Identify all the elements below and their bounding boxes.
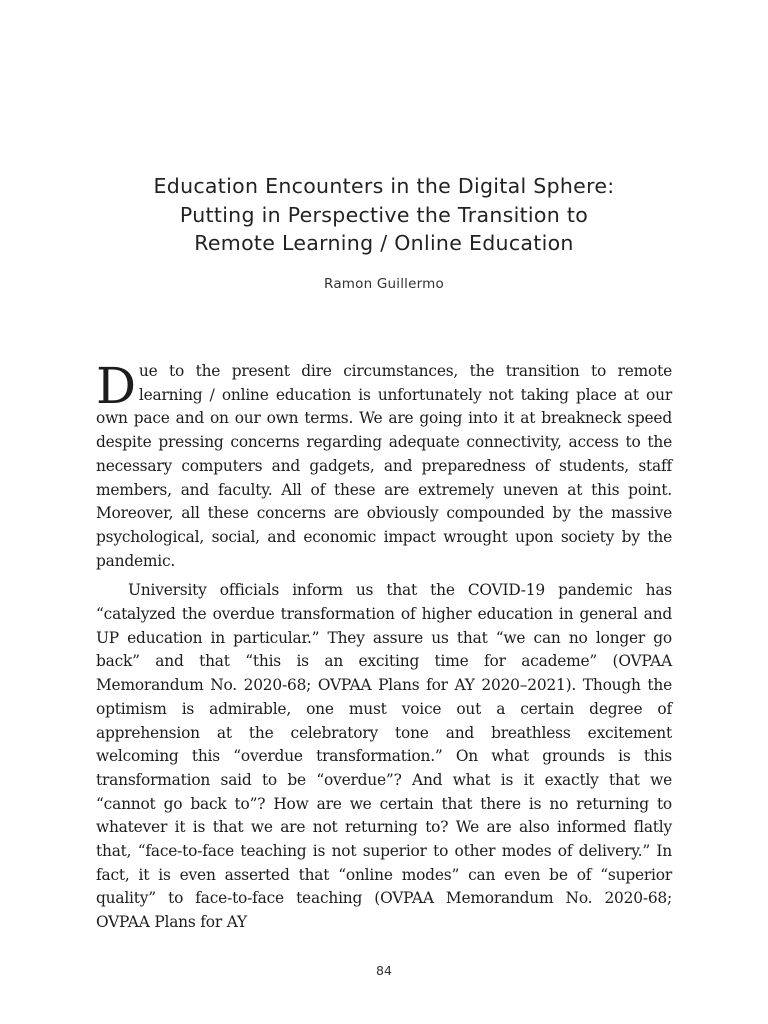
article-title [96, 172, 672, 258]
drop-cap: D [96, 357, 136, 415]
paragraph-1 [96, 357, 672, 573]
title-line-3: Remote Learning / Online Education [194, 231, 574, 255]
title-line-1: Education Encounters in the Digital Sphere: [153, 174, 615, 198]
page-number: 84 [376, 963, 392, 978]
paragraph-1-text: ue to the present dire circumstances, the transition to remote learning / online education is unfortunately not taking place at our own pace and on our own terms. We are going into it at breakneck speed despite pressing concerns regarding adequate connectivity, access to the necessary computers and gadgets, and preparedness of students, staff members, and faculty. All of these are extremely uneven at this point. Moreover, all these concerns are obviously compounded by the massive psychological, social, and economic impact wrought upon society by the pandemic. [96, 362, 672, 570]
paragraph-2: University officials inform us that the COVID-19 pandemic has “catalyzed the overdue transformation of higher education in general and UP education in particular.” They assure us that “we can no longer go back” and that “this is an exciting time for academe” (OVPAA Memorandum No. 2020-68; OVPAA Plans for AY 2020–2021). Though the optimism is admirable, one must voice out a certain degree of apprehension at the celebratory tone and breathless excitement welcoming this “overdue transformation.” On what grounds is this transformation said to be “overdue”? And what is it exactly that we “cannot go back to”? How are we certain that there is no returning to whatever it is that we are not returning to? We are also informed flatly that, “face-to-face teaching is not superior to other modes of delivery.” In fact, it is even asserted that “online modes” can even be of “superior quality” to face-to-face teaching (OVPAA Memorandum No. 2020-68; OVPAA Plans for AY [96, 581, 672, 932]
article-author: Ramon Guillermo [324, 276, 444, 292]
title-line-2: Putting in Perspective the Transition to [179, 202, 589, 227]
article-body [96, 357, 672, 935]
